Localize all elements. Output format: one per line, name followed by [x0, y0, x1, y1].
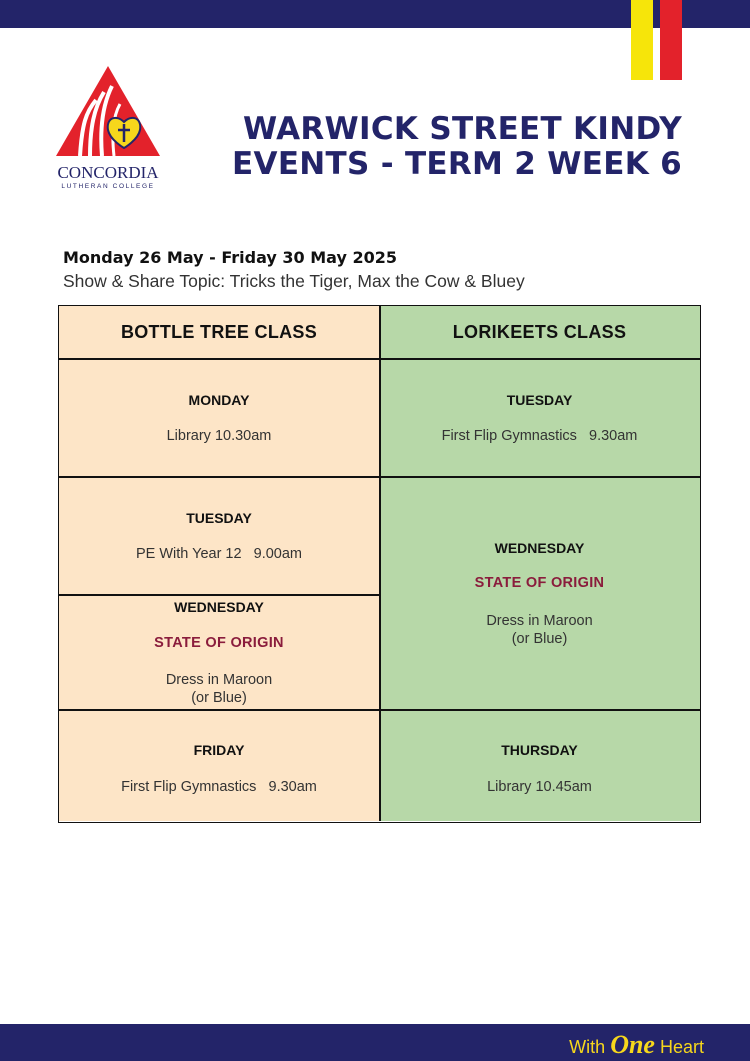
lorikeets-tuesday-cell — [379, 359, 700, 476]
bottle-tree-friday-day: FRIDAY — [193, 742, 245, 758]
bottle-tree-friday-cell — [59, 709, 379, 821]
row-divider-2-left — [59, 594, 379, 596]
lorikeets-wednesday-cell — [379, 476, 700, 709]
date-range: Monday 26 May - Friday 30 May 2025 — [63, 248, 397, 267]
lorikeets-thursday-day: THURSDAY — [501, 742, 578, 758]
header-lorikeets — [379, 306, 700, 359]
row-divider-header — [59, 358, 700, 360]
red-stripe — [660, 0, 682, 80]
bottle-tree-tuesday-event: PE With Year 12 9.00am — [135, 546, 303, 562]
bottle-tree-wednesday-highlight: STATE OF ORIGIN — [154, 635, 284, 651]
tagline-heart: Heart — [659, 1037, 704, 1057]
bottle-tree-friday-event: First Flip Gymnastics 9.30am — [121, 779, 317, 795]
concordia-logo — [52, 62, 172, 192]
header-bottle-tree-label: BOTTLE TREE CLASS — [120, 322, 318, 342]
page-title — [232, 112, 682, 182]
lorikeets-thursday-event: Library 10.45am — [487, 779, 592, 795]
title-line-2: EVENTS - TERM 2 WEEK 6 — [232, 146, 682, 182]
column-divider — [379, 306, 381, 821]
bottle-tree-wednesday-dress-1: Dress in Maroon — [165, 672, 273, 688]
show-share-topic: Show & Share Topic: Tricks the Tiger, Max the Cow & Bluey — [63, 271, 525, 291]
bottle-tree-monday-cell — [59, 359, 379, 476]
lorikeets-thursday-cell — [379, 709, 700, 821]
bottle-tree-wednesday-cell — [59, 594, 379, 709]
lorikeets-wednesday-day: WEDNESDAY — [494, 540, 585, 556]
bottle-tree-monday-day: MONDAY — [188, 392, 250, 408]
concordia-flame-heart-icon — [52, 62, 164, 162]
logo-name: CONCORDIA — [57, 163, 159, 182]
tagline-one: One — [610, 1030, 655, 1059]
bottle-tree-wednesday-day: WEDNESDAY — [174, 599, 264, 615]
header-lorikeets-label: LORIKEETS CLASS — [452, 322, 627, 342]
yellow-stripe — [631, 0, 653, 80]
footer-tagline — [569, 1030, 704, 1060]
row-divider-3 — [59, 709, 700, 711]
lorikeets-wednesday-highlight: STATE OF ORIGIN — [474, 575, 605, 591]
tagline-with: With — [569, 1037, 606, 1057]
lorikeets-tuesday-day: TUESDAY — [506, 392, 573, 408]
events-table — [58, 305, 701, 823]
lorikeets-tuesday-event: First Flip Gymnastics 9.30am — [441, 428, 638, 444]
footer-banner — [0, 1024, 750, 1061]
logo-subtitle: LUTHERAN COLLEGE — [61, 183, 155, 190]
header-bottle-tree — [59, 306, 379, 359]
bottle-tree-tuesday-cell — [59, 476, 379, 594]
bottle-tree-monday-event: Library 10.30am — [166, 428, 272, 444]
lorikeets-wednesday-dress-2: (or Blue) — [511, 631, 568, 647]
bottle-tree-tuesday-day: TUESDAY — [186, 510, 252, 526]
row-divider-1 — [59, 476, 700, 478]
bottle-tree-wednesday-dress-2: (or Blue) — [191, 690, 247, 706]
lorikeets-wednesday-dress-1: Dress in Maroon — [486, 613, 593, 629]
title-line-1: WARWICK STREET KINDY — [242, 111, 682, 147]
